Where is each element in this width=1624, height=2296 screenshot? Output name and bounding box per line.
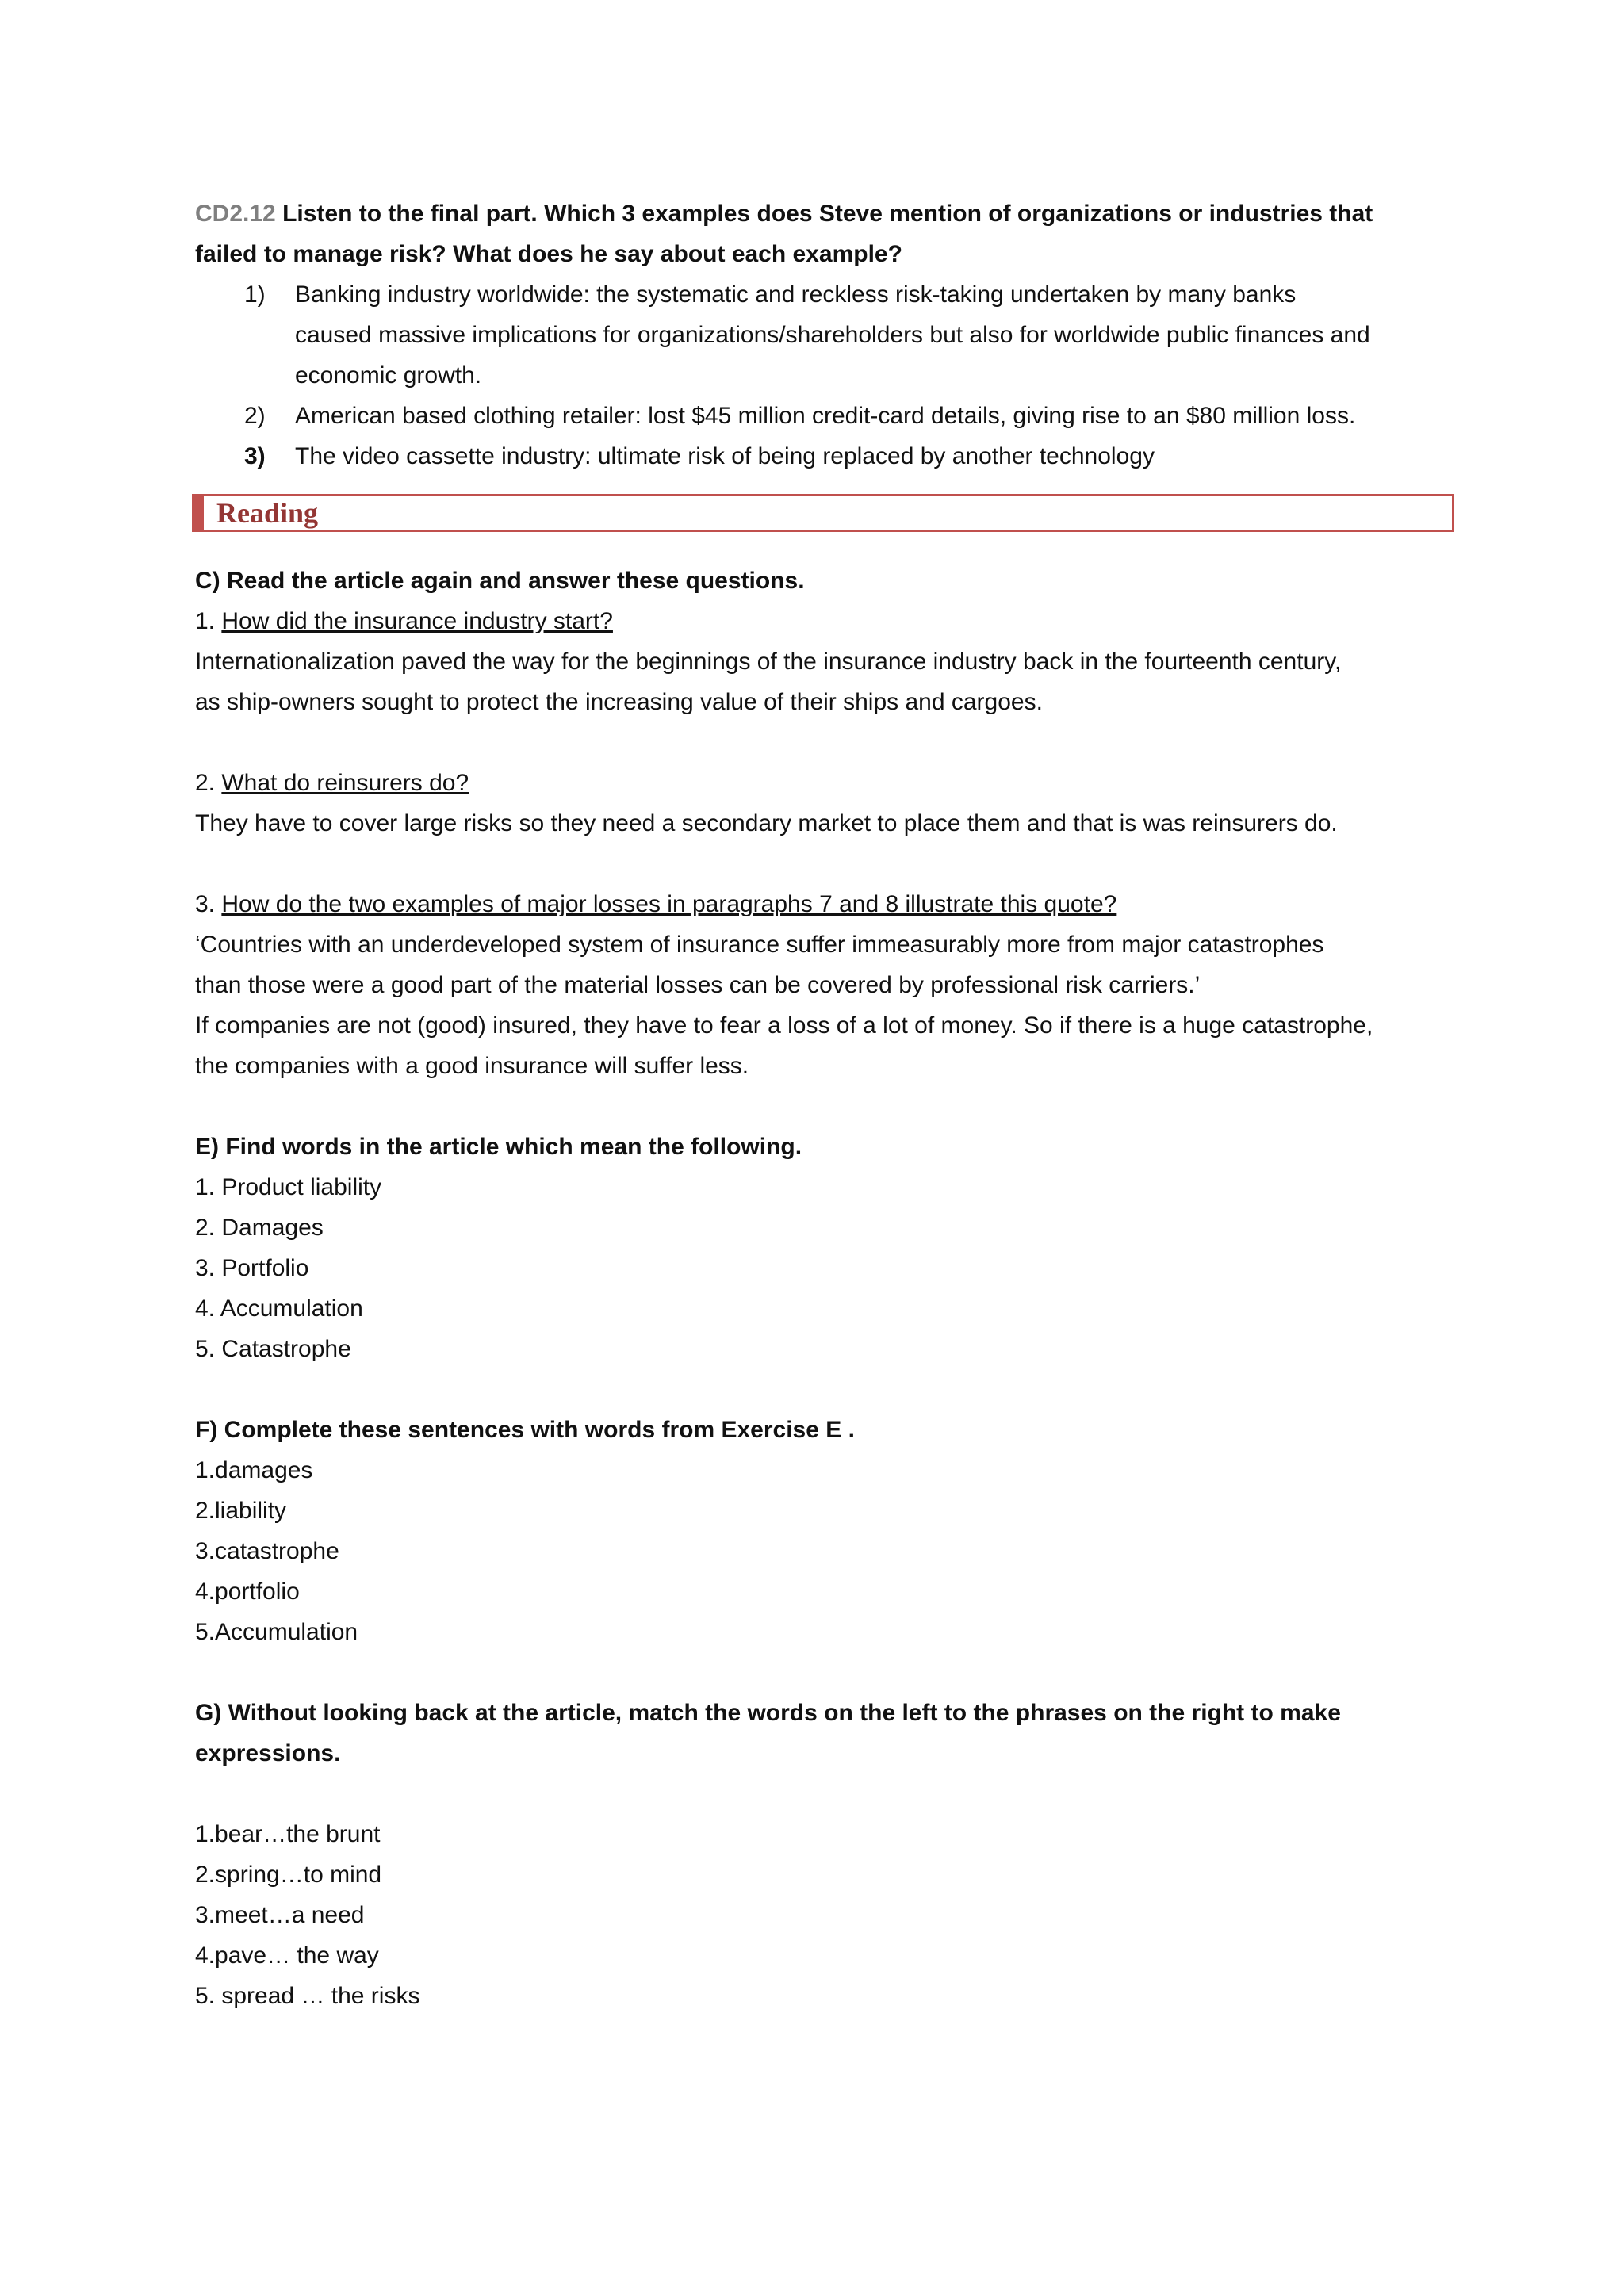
cd-example-item: 1) Banking industry worldwide: the systematic and reckless risk-taking undertaken by many banks caused massive implications for organizations/shareholders but also for worldwide public finances and economic growth. bbox=[244, 281, 1370, 388]
list-item: 5. Catastrophe bbox=[195, 1336, 351, 1362]
section-e-title: E) Find words in the article which mean the following. bbox=[195, 1134, 802, 1160]
list-item: 2. Damages bbox=[195, 1215, 324, 1241]
list-item: 4.pave… the way bbox=[195, 1942, 379, 1969]
answer-3-line: the companies with a good insurance will suffer less. bbox=[195, 1053, 749, 1079]
list-item: 1. Product liability bbox=[195, 1174, 382, 1200]
list-item: 1.damages bbox=[195, 1457, 313, 1483]
cd-example-item: 2) American based clothing retailer: lost $45 million credit-card details, giving rise to an $80 million loss. bbox=[244, 403, 1356, 429]
section-f-title: F) Complete these sentences with words from Exercise E . bbox=[195, 1417, 855, 1443]
reading-heading-box bbox=[192, 494, 1454, 532]
cd-example-list bbox=[195, 274, 1464, 476]
cd-example-item: 3) The video cassette industry: ultimate risk of being replaced by another technology bbox=[244, 443, 1155, 469]
cd-prompt-line-2: failed to manage risk? What does he say about each example? bbox=[195, 241, 902, 267]
list-item: 3.meet…a need bbox=[195, 1902, 365, 1928]
list-item: 4.portfolio bbox=[195, 1578, 300, 1605]
section-g-title-line-1: G) Without looking back at the article, match the words on the left to the phrases on the right to make bbox=[195, 1700, 1341, 1726]
list-item: 4. Accumulation bbox=[195, 1295, 363, 1322]
list-item: 5.Accumulation bbox=[195, 1619, 358, 1645]
cd-code: CD2.12 bbox=[195, 201, 276, 227]
answer-3-line: than those were a good part of the material losses can be covered by professional risk carriers.’ bbox=[195, 972, 1201, 998]
list-item: 1.bear…the brunt bbox=[195, 1821, 381, 1847]
section-g-title-line-2: expressions. bbox=[195, 1740, 341, 1766]
reading-heading: Reading bbox=[216, 497, 319, 529]
list-item: 3.catastrophe bbox=[195, 1538, 339, 1564]
list-item: 3. Portfolio bbox=[195, 1255, 309, 1281]
list-item: 2.liability bbox=[195, 1498, 287, 1524]
question-1: 1. How did the insurance industry start? bbox=[195, 608, 613, 634]
list-item: 2.spring…to mind bbox=[195, 1862, 382, 1888]
reading-heading-accent bbox=[194, 496, 204, 530]
question-2: 2. What do reinsurers do? bbox=[195, 770, 469, 796]
answer-1-line: Internationalization paved the way for the beginnings of the insurance industry back in the fourteenth century, bbox=[195, 649, 1342, 675]
question-3: 3. How do the two examples of major losses in paragraphs 7 and 8 illustrate this quote? bbox=[195, 891, 1117, 917]
cd-prompt-line-1: CD2.12 Listen to the final part. Which 3 examples does Steve mention of organizations or industries that bbox=[195, 201, 1373, 227]
answer-1-line: as ship-owners sought to protect the increasing value of their ships and cargoes. bbox=[195, 689, 1043, 715]
answer-3-line: ‘Countries with an underdeveloped system of insurance suffer immeasurably more from major catastrophes bbox=[195, 932, 1324, 958]
answer-2-line: They have to cover large risks so they need a secondary market to place them and that is was reinsurers do. bbox=[195, 810, 1338, 836]
section-c-title: C) Read the article again and answer these questions. bbox=[195, 568, 805, 594]
answer-3-line: If companies are not (good) insured, they have to fear a loss of a lot of money. So if there is a huge catastrophe, bbox=[195, 1012, 1373, 1039]
document-content bbox=[195, 193, 1464, 2016]
list-item: 5. spread … the risks bbox=[195, 1983, 420, 2009]
